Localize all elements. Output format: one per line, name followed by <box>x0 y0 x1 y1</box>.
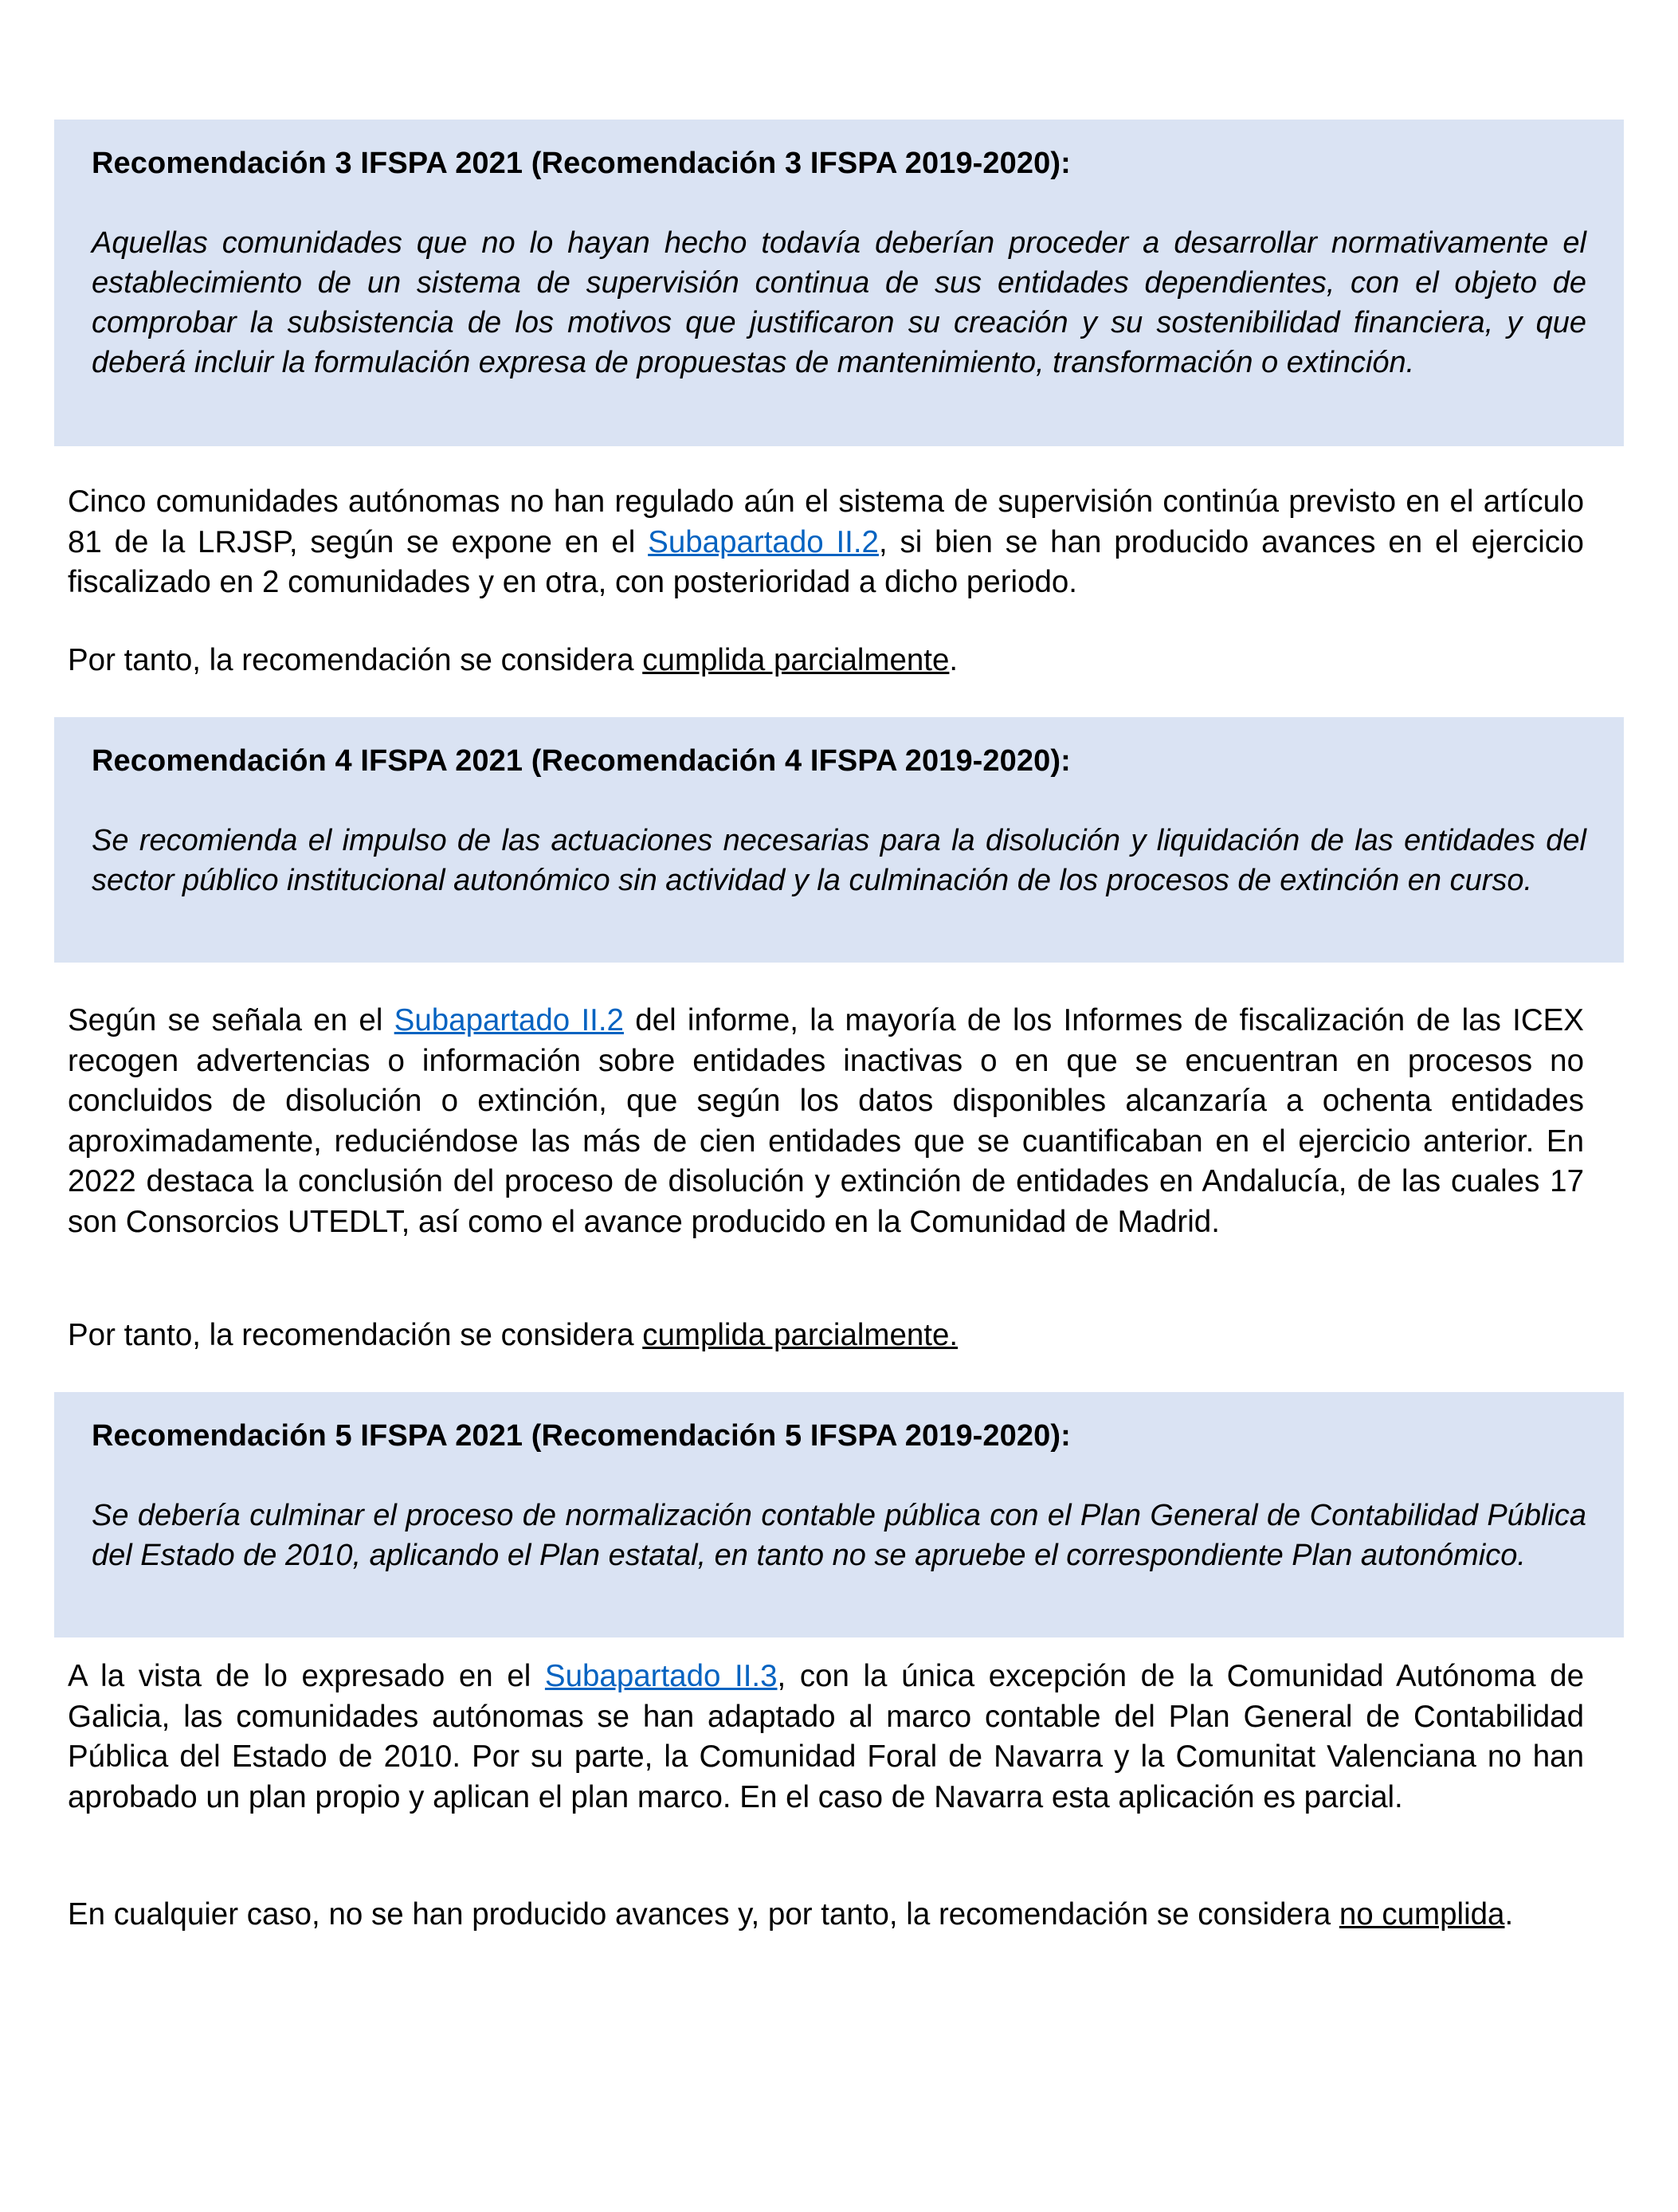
paragraph-text: Cinco comunidades autónomas no han regulado aún el sistema de supervisión continúa previsto en el artículo 81 de la LRJSP, según se expone en el <box>68 484 1584 559</box>
paragraph-text: . <box>949 643 959 677</box>
paragraph-text: del informe, la mayoría de los Informes de fiscalización de las ICEX recogen advertencias o información sobre entidades inactivas o en que se encuentran en procesos no concluidos de disolución o extinción, que según los datos disponibles alcanzaría a ochenta entidades aproximadamente, reduciéndose las más de cien entidades que se cuantificaban en el ejercicio anterior. En 2022 destaca la conclusión del proceso de disolución y extinción de entidades en Andalucía, de las cuales 17 son Consorcios UTEDLT, así como el avance producido en la Comunidad de Madrid. <box>68 1003 1584 1239</box>
recommendation-4-box <box>54 717 1624 963</box>
paragraph-rec4-assessment <box>68 1001 1584 1242</box>
recommendation-3-box <box>54 120 1624 446</box>
paragraph-text: En cualquier caso, no se han producido avances y, por tanto, la recomendación se considera <box>68 1897 1339 1932</box>
paragraph-rec3-conclusion <box>68 641 1584 681</box>
status-underlined: no cumplida <box>1339 1897 1505 1932</box>
paragraph-rec4-conclusion <box>68 1316 1584 1356</box>
recommendation-3-title: Recomendación 3 IFSPA 2021 (Recomendación 3 IFSPA 2019-2020): <box>92 147 1071 180</box>
recommendation-5-text: Se debería culminar el proceso de normalización contable pública con el Plan General de Contabilidad Pública del Estado de 2010, aplicando el Plan estatal, en tanto no se apruebe el correspondiente Plan autonómico. <box>92 1499 1586 1572</box>
recommendation-4-text: Se recomienda el impulso de las actuaciones necesarias para la disolución y liquidación de las entidades del sector público institucional autonómico sin actividad y la culminación de los procesos de extinción en curso. <box>92 824 1586 897</box>
paragraph-text: , si bien se han producido avances en el ejercicio fiscalizado en 2 comunidades y en otra, con posterioridad a dicho periodo. <box>68 524 1584 599</box>
recommendation-5-box <box>54 1392 1624 1637</box>
paragraph-rec5-conclusion <box>68 1895 1584 1936</box>
paragraph-text: Por tanto, la recomendación se considera <box>68 1318 643 1352</box>
paragraph-text: Según se señala en el <box>68 1003 394 1037</box>
paragraph-rec5-assessment <box>68 1657 1584 1818</box>
recommendation-5-title: Recomendación 5 IFSPA 2021 (Recomendación 5 IFSPA 2019-2020): <box>92 1419 1071 1453</box>
recommendation-3-text: Aquellas comunidades que no lo hayan hecho todavía deberían proceder a desarrollar normativamente el establecimiento de un sistema de supervisión continua de sus entidades dependientes, con el objeto de comprobar la subsistencia de los motivos que justificaron su creación y su sostenibilidad financiera, y que deberá incluir la formulación expresa de propuestas de mantenimiento, transformación o extinción. <box>92 226 1586 379</box>
paragraph-text: . <box>1504 1897 1514 1932</box>
subapartado-link[interactable]: Subapartado II.3 <box>544 1659 778 1693</box>
paragraph-text: , con la única excepción de la Comunidad Autónoma de Galicia, las comunidades autónomas se han adaptado al marco contable del Plan General de Contabilidad Pública del Estado de 2010. Por su parte, la Comunidad Foral de Navarra y la Comunitat Valenciana no han aprobado un plan propio y aplican el plan marco. En el caso de Navarra esta aplicación es parcial. <box>68 1659 1584 1814</box>
recommendation-4-title: Recomendación 4 IFSPA 2021 (Recomendación 4 IFSPA 2019-2020): <box>92 744 1071 778</box>
subapartado-link[interactable]: Subapartado II.2 <box>648 524 879 559</box>
status-underlined: cumplida parcialmente <box>642 643 950 677</box>
paragraph-text: Por tanto, la recomendación se considera <box>68 643 643 677</box>
status-underlined: cumplida parcialmente. <box>642 1318 959 1352</box>
paragraph-text: A la vista de lo expresado en el <box>68 1659 545 1693</box>
subapartado-link[interactable]: Subapartado II.2 <box>394 1003 624 1037</box>
paragraph-rec3-assessment <box>68 482 1584 603</box>
